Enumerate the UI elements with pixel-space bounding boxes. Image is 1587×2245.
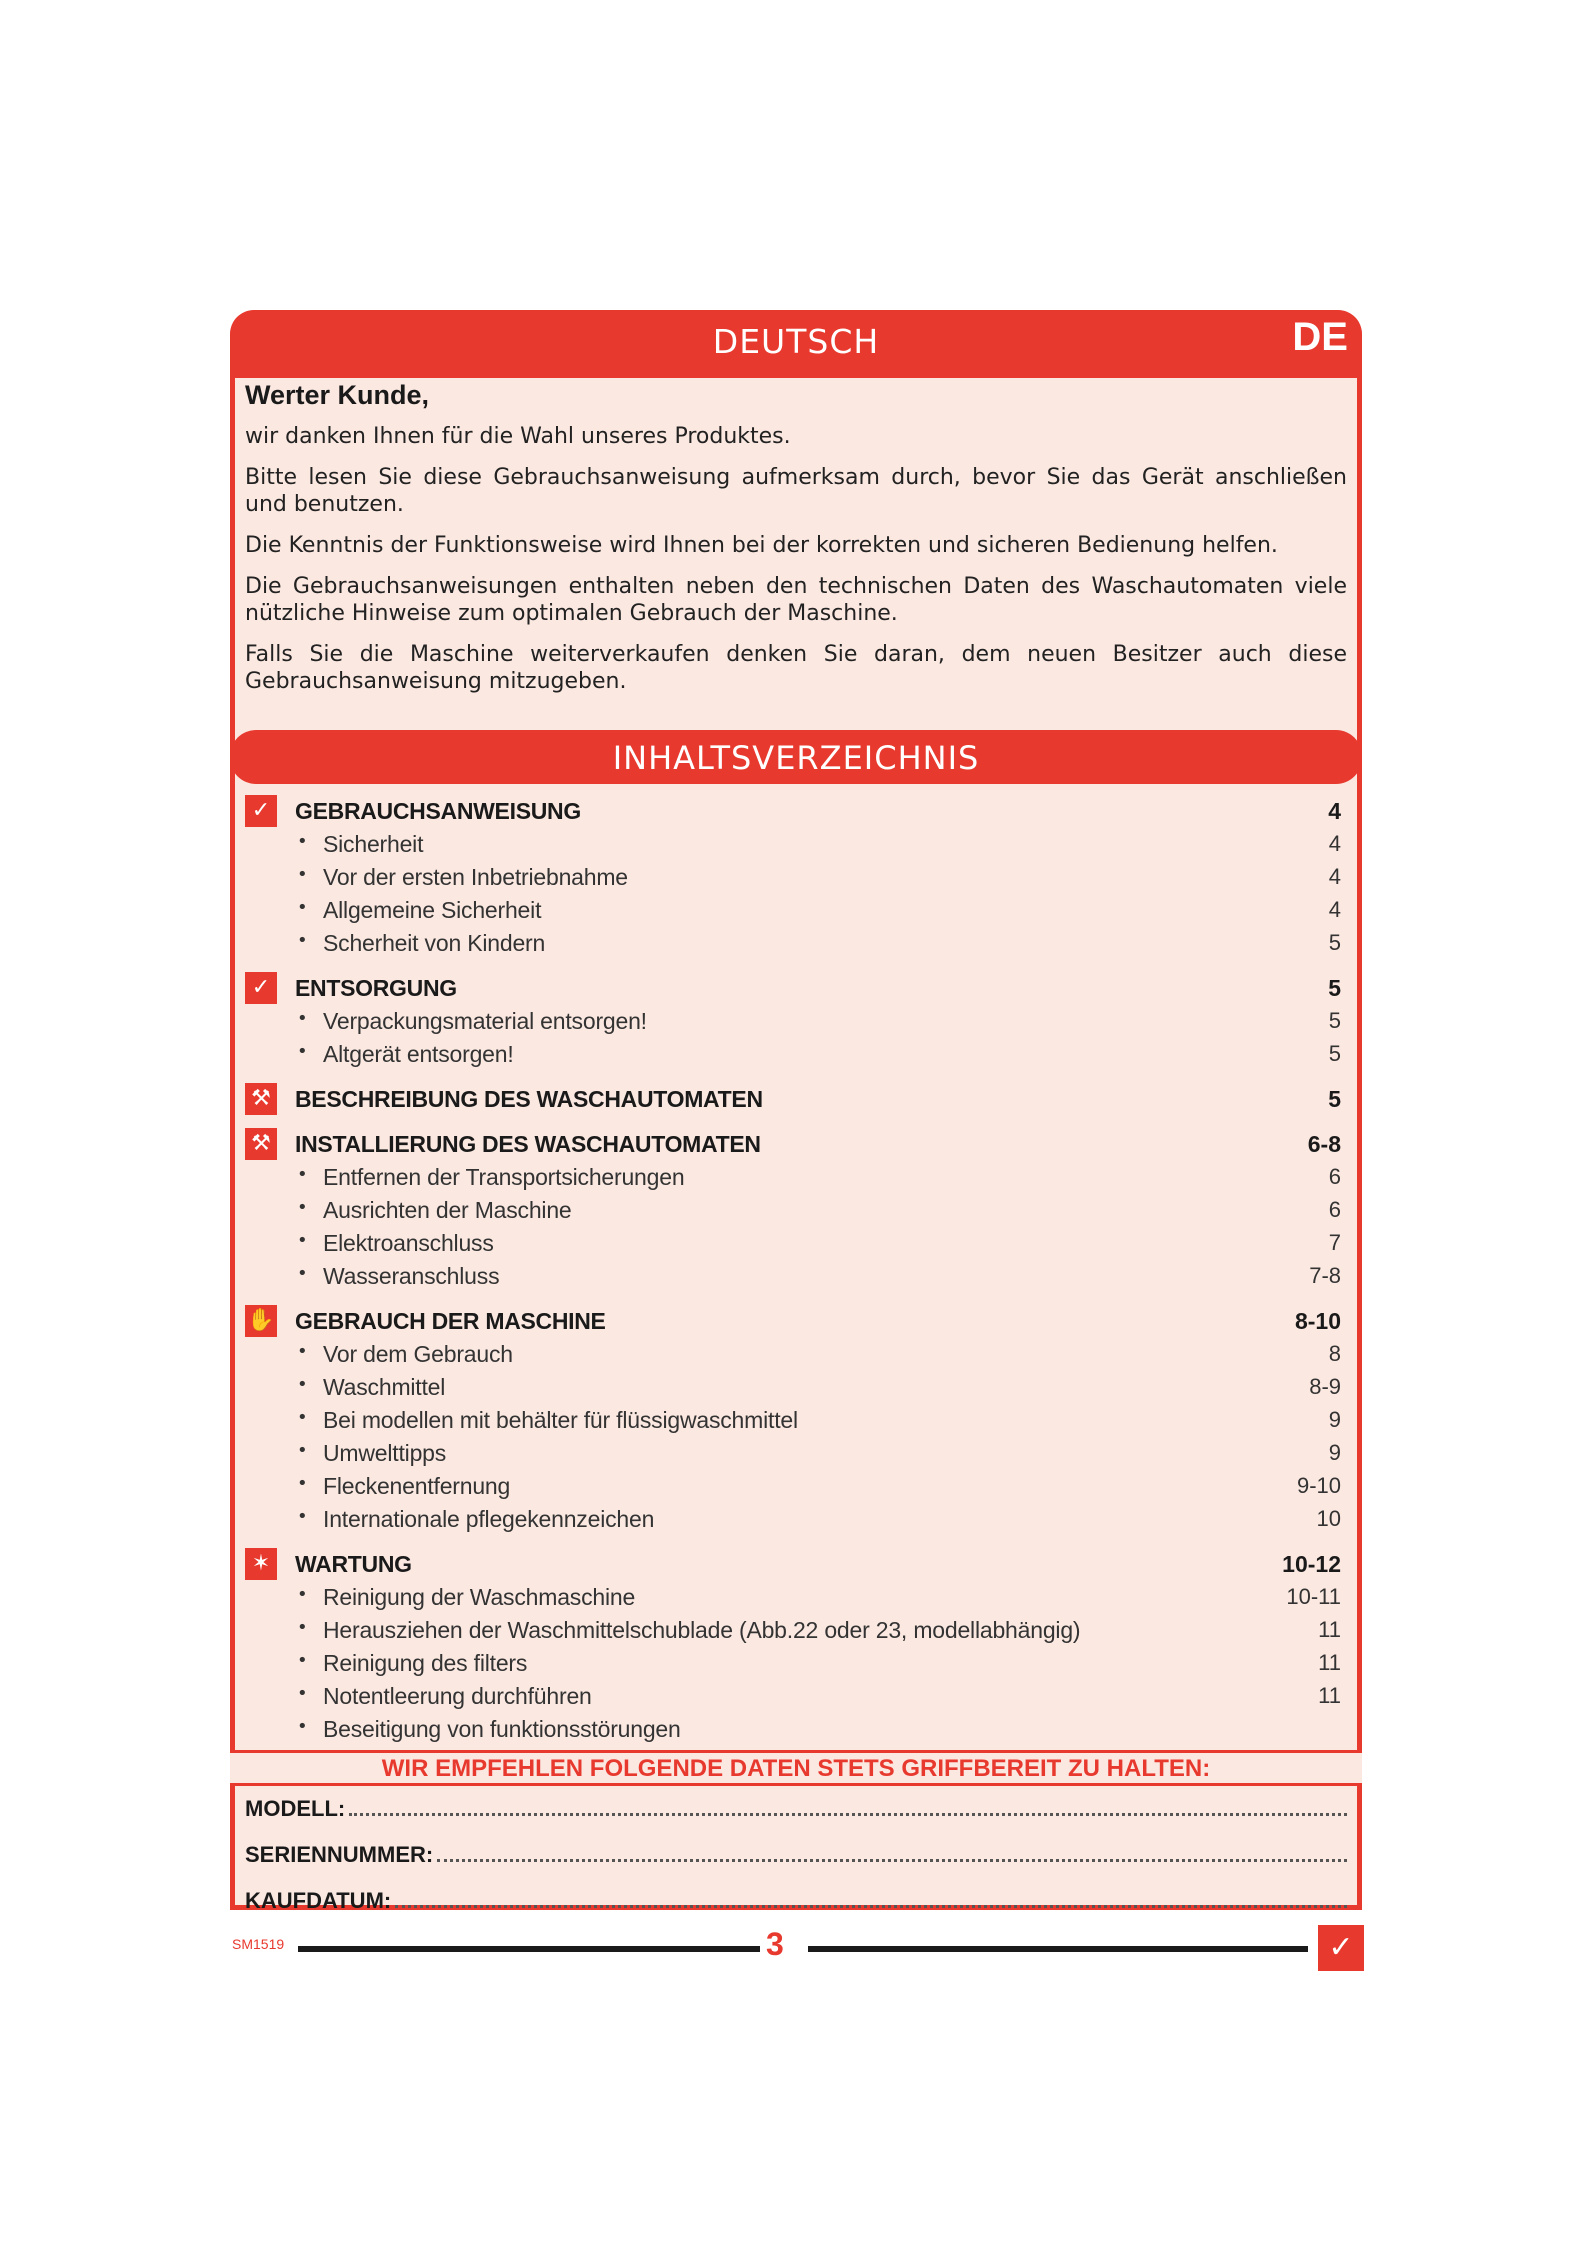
intro-paragraph: wir danken Ihnen für die Wahl unseres Produktes. <box>245 424 791 449</box>
toc-section-label: GEBRAUCH DER MASCHINE <box>295 1308 606 1334</box>
recommendation-bar <box>230 1750 1362 1786</box>
toc-item <box>245 1338 1347 1371</box>
toc-section <box>245 972 1347 1071</box>
toc-section-label: BESCHREIBUNG DES WASCHAUTOMATEN <box>295 1086 763 1112</box>
toc-item-label: Herausziehen der Waschmittelschublade (Abb.22 oder 23, modellabhängig) <box>323 1617 1081 1643</box>
intro-paragraph: Die Kenntnis der Funktionsweise wird Ihnen bei der korrekten und sicheren Bedienung helfen. <box>245 533 1278 558</box>
toc-item-page: 8 <box>1328 1341 1341 1366</box>
table-of-contents <box>245 795 1347 1758</box>
toc-item-label: Altgerät entsorgen! <box>323 1041 514 1067</box>
serial-number-field <box>245 1839 1347 1871</box>
toc-section-label: GEBRAUCHSANWEISUNG <box>295 798 581 824</box>
toc-section-label: WARTUNG <box>295 1551 412 1577</box>
bullet-icon: • <box>297 1374 308 1395</box>
footer-rule-right <box>808 1946 1308 1952</box>
toc-item <box>245 1713 1347 1746</box>
toc-title: INHALTSVERZEICHNIS <box>612 739 980 777</box>
toc-item-label: Waschmittel <box>323 1374 446 1400</box>
purchase-date-dotted-line <box>395 1885 1347 1908</box>
toc-item <box>245 1227 1347 1260</box>
bullet-icon: • <box>297 1008 308 1029</box>
toc-item-page: 4 <box>1328 897 1341 922</box>
toc-section <box>245 795 1347 960</box>
toc-item <box>245 1647 1347 1680</box>
bullet-icon: • <box>297 1506 308 1527</box>
hand-icon: ✋ <box>245 1305 277 1337</box>
bullet-icon: • <box>297 1407 308 1428</box>
toc-item-label: Reinigung des filters <box>323 1650 528 1676</box>
toc-item-label: Ausrichten der Maschine <box>323 1197 572 1223</box>
toc-item <box>245 828 1347 861</box>
toc-item-page: 5 <box>1328 930 1341 955</box>
toc-section-heading <box>245 1305 1347 1338</box>
toc-section-page: 8-10 <box>1294 1308 1341 1334</box>
serial-number-label: SERIENNUMMER: <box>245 1842 434 1867</box>
model-dotted-line <box>349 1793 1347 1816</box>
page-number: 3 <box>766 1926 784 1962</box>
toc-item-page: 5 <box>1328 1041 1341 1066</box>
toc-item <box>245 1581 1347 1614</box>
bullet-icon: • <box>297 1230 308 1251</box>
toc-section-page: 5 <box>1328 975 1341 1001</box>
wrench-icon: ⚒ <box>245 1128 277 1160</box>
wrench-icon: ⚒ <box>245 1083 277 1115</box>
toc-item-page: 4 <box>1328 864 1341 889</box>
document-code: SM1519 <box>232 1936 285 1952</box>
toc-section-label: INSTALLIERUNG DES WASCHAUTOMATEN <box>295 1131 761 1157</box>
toc-item <box>245 1038 1347 1071</box>
toc-item-label: Bei modellen mit behälter für flüssigwaschmittel <box>323 1407 798 1433</box>
bullet-icon: • <box>297 1263 308 1284</box>
bullet-icon: • <box>297 1716 308 1737</box>
toc-item <box>245 1437 1347 1470</box>
toc-section-heading <box>245 795 1347 828</box>
book-icon: ✓ <box>245 795 277 827</box>
bullet-icon: • <box>297 930 308 951</box>
toc-section-heading <box>245 1128 1347 1161</box>
bullet-icon: • <box>297 1683 308 1704</box>
toc-item-label: Internationale pflegekennzeichen <box>323 1506 655 1532</box>
toc-item <box>245 1470 1347 1503</box>
bullet-icon: • <box>297 1617 308 1638</box>
toc-section-label: ENTSORGUNG <box>295 975 457 1001</box>
toc-item-page: 6 <box>1328 1164 1341 1189</box>
document-frame <box>230 310 1362 1913</box>
header-band <box>230 310 1362 378</box>
language-code: DE <box>1292 315 1348 359</box>
toc-section-page: 5 <box>1328 1086 1341 1112</box>
bullet-icon: • <box>297 1341 308 1362</box>
toc-item-page: 6 <box>1328 1197 1341 1222</box>
toc-item-label: Fleckenentfernung <box>323 1473 511 1499</box>
bullet-icon: • <box>297 831 308 852</box>
toc-item <box>245 1161 1347 1194</box>
bullet-icon: • <box>297 1584 308 1605</box>
toc-section-page: 4 <box>1328 798 1341 824</box>
bullet-icon: • <box>297 1041 308 1062</box>
footer-rule-left <box>298 1946 760 1952</box>
toc-item-label: Vor der ersten Inbetriebnahme <box>323 864 628 890</box>
toc-item-label: Beseitigung von funktionsstörungen <box>323 1716 681 1742</box>
toc-item-page: 9 <box>1328 1440 1341 1465</box>
toc-item-page: 7-8 <box>1309 1263 1341 1288</box>
toc-item-label: Reinigung der Waschmaschine <box>323 1584 636 1610</box>
toc-item <box>245 1371 1347 1404</box>
toc-item-page: 9-10 <box>1296 1473 1341 1498</box>
toc-item-label: Elektroanschluss <box>323 1230 494 1256</box>
toc-item <box>245 894 1347 927</box>
toc-section <box>245 1548 1347 1746</box>
purchase-date-label: KAUFDATUM: <box>245 1888 392 1913</box>
toc-item-page: 7 <box>1328 1230 1341 1255</box>
greeting: Werter Kunde, <box>245 380 430 410</box>
toc-item-label: Allgemeine Sicherheit <box>323 897 542 923</box>
toc-item-page: 9 <box>1328 1407 1341 1432</box>
bullet-icon: • <box>297 1650 308 1671</box>
recommendation-text: WIR EMPFEHLEN FOLGENDE DATEN STETS GRIFFBEREIT ZU HALTEN: <box>381 1755 1211 1782</box>
toc-section-heading <box>245 1548 1347 1581</box>
toc-item-page: 8-9 <box>1309 1374 1341 1399</box>
toc-item-page: 4 <box>1328 831 1341 856</box>
intro-section <box>245 380 1347 709</box>
bullet-icon: • <box>297 864 308 885</box>
toc-item <box>245 1404 1347 1437</box>
toc-item-label: Sicherheit <box>323 831 424 857</box>
serial-number-dotted-line <box>437 1839 1347 1862</box>
toc-item-page: 11 <box>1318 1617 1341 1642</box>
purchase-date-field <box>245 1885 1347 1917</box>
toc-item <box>245 1503 1347 1536</box>
toc-header-band <box>230 730 1362 784</box>
toc-section <box>245 1128 1347 1293</box>
language-title: DEUTSCH <box>712 322 880 361</box>
toc-item <box>245 1260 1347 1293</box>
bullet-icon: • <box>297 897 308 918</box>
toc-item-page: 10-11 <box>1286 1584 1341 1609</box>
toc-section <box>245 1305 1347 1536</box>
bullet-icon: • <box>297 1164 308 1185</box>
book-icon: ✓ <box>245 972 277 1004</box>
toc-item <box>245 927 1347 960</box>
toc-item-label: Notentleerung durchführen <box>323 1683 592 1709</box>
toc-item <box>245 1614 1347 1647</box>
toc-item-label: Wasseranschluss <box>323 1263 500 1289</box>
model-field <box>245 1793 1347 1825</box>
toc-item-label: Scherheit von Kindern <box>323 930 546 956</box>
toc-item <box>245 861 1347 894</box>
toc-item-label: Vor dem Gebrauch <box>323 1341 513 1367</box>
toc-section <box>245 1083 1347 1116</box>
intro-paragraph: Bitte lesen Sie diese Gebrauchsanweisung aufmerksam durch, bevor Sie das Gerät anschließen und benutzen. <box>245 465 1347 517</box>
toc-item-label: Verpackungsmaterial entsorgen! <box>323 1008 647 1034</box>
model-label: MODELL: <box>245 1796 346 1821</box>
toc-item-page: 11 <box>1318 1683 1341 1708</box>
toc-section-page: 10-12 <box>1282 1551 1341 1577</box>
maintenance-icon: ✶ <box>245 1548 277 1580</box>
toc-item-page: 10 <box>1316 1506 1341 1531</box>
intro-paragraph: Falls Sie die Maschine weiterverkaufen denken Sie daran, dem neuen Besitzer auch diese Gebrauchsanweisung mitzugeben. <box>245 642 1347 694</box>
toc-section-heading <box>245 1083 1347 1116</box>
bullet-icon: • <box>297 1197 308 1218</box>
book-icon: ✓ <box>1318 1925 1364 1971</box>
bullet-icon: • <box>297 1440 308 1461</box>
toc-section-heading <box>245 972 1347 1005</box>
toc-item-label: Umwelttipps <box>323 1440 447 1466</box>
bullet-icon: • <box>297 1473 308 1494</box>
toc-item <box>245 1194 1347 1227</box>
toc-item <box>245 1005 1347 1038</box>
toc-section-page: 6-8 <box>1307 1131 1341 1157</box>
intro-paragraph: Die Gebrauchsanweisungen enthalten neben den technischen Daten des Waschautomaten viele nützliche Hinweise zum optimalen Gebrauch der Maschine. <box>245 574 1347 626</box>
toc-item-label: Entfernen der Transportsicherungen <box>323 1164 685 1190</box>
toc-item-page: 11 <box>1318 1650 1341 1675</box>
toc-item <box>245 1680 1347 1713</box>
toc-item-page: 5 <box>1328 1008 1341 1033</box>
